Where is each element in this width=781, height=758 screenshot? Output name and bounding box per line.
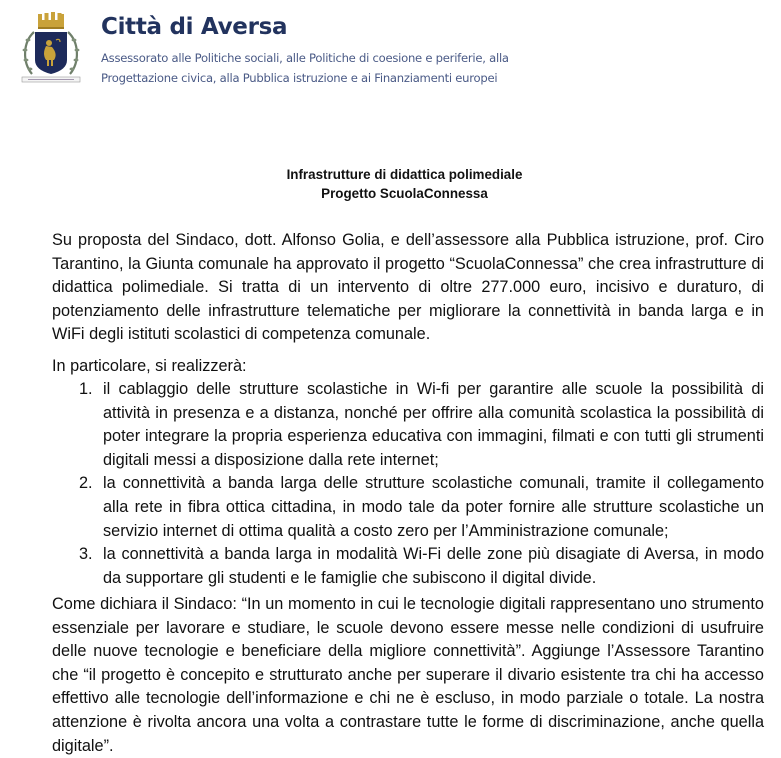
list-item	[52, 378, 764, 472]
document-title: Infrastrutture di didattica polimediale	[286, 167, 523, 182]
list-item-number: 3.	[79, 545, 93, 564]
list-item	[52, 543, 764, 590]
document-subtitle: Progetto ScuolaConnessa	[321, 186, 488, 201]
list-item-text: la connettività a banda larga in modalità Wi-Fi delle zone più disagiate di Aversa, in modo da supportare gli studenti e le famiglie che subiscono il digital divide.	[103, 545, 764, 587]
crown-icon	[38, 12, 64, 29]
list-intro: In particolare, si realizzerà:	[52, 357, 247, 375]
list-item-text: la connettività a banda larga delle strutture scolastiche comunali, tramite il collegamento alla rete in fibra ottica cittadina, in modo tale da poter fornire alle strutture scolastiche un servizio internet di ottima qualità a costo zero per l’Amministrazione comunale;	[103, 474, 764, 540]
list-item	[52, 472, 764, 543]
letterhead	[0, 0, 781, 100]
org-title: Città di Aversa	[101, 14, 288, 40]
paragraph-quote: Come dichiara il Sindaco: “In un momento in cui le tecnologie digitali rappresentano uno strumento essenziale per lavorare e studiare, le scuole devono essere messe nelle condizioni di usufruire delle nuove tecnologie e beneficiare della migliore connettività”. Aggiunge l’Assessore Tarantino che “il progetto è concepito e strutturato anche per superare il divario esistente tra chi ha accesso effettivo alle tecnologie dell’informazione e chi ne è escluso, in modo parziale o totale. La nostra attenzione è rivolta ancora una volta a contrastare tutte le forme di discriminazione, anche quella digitale”.	[52, 595, 764, 755]
list-item-text: il cablaggio delle strutture scolastiche in Wi-fi per garantire alle scuole la possibilità di attività in presenza e a distanza, nonché per offrire alla comunità scolastica la possibilità di poter integrare la propria esperienza educativa con immagini, filmati e con tutti gli strumenti digitali messi a disposizione dalla rete internet;	[103, 380, 764, 469]
org-subtitle-line2: Progettazione civica, alla Pubblica istruzione e ai Finanziamenti europei	[101, 71, 498, 85]
org-subtitle-line1: Assessorato alle Politiche sociali, alle Politiche di coesione e periferie, alla	[101, 51, 509, 65]
city-coat-of-arms-icon	[18, 10, 84, 94]
paragraph-intro: Su proposta del Sindaco, dott. Alfonso Golia, e dell’assessore alla Pubblica istruzione, prof. Ciro Tarantino, la Giunta comunale ha approvato il progetto “ScuolaConnessa” che crea infrastrutture di didattica polimediale. Si tratta di un intervento di oltre 277.000 euro, incisivo e duraturo, di potenziamento delle infrastrutture telematiche per migliorare la connettività in banda larga e in WiFi degli istituti scolastici di competenza comunale.	[52, 231, 764, 344]
list-item-number: 1.	[79, 380, 93, 398]
list-item-number: 2.	[79, 474, 93, 493]
numbered-list	[52, 378, 764, 590]
